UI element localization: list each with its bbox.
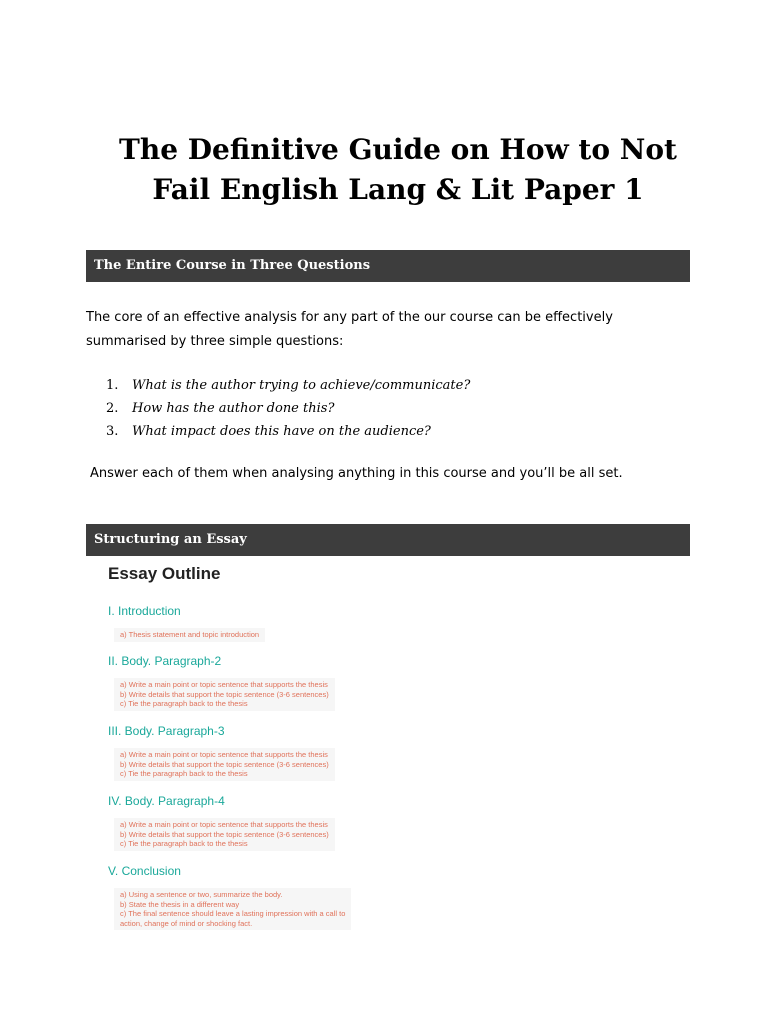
- list-item: [106, 420, 470, 443]
- intro-paragraph: [86, 306, 686, 354]
- intro-line-1: The core of an effective analysis for any part of the our course can be effectively: [86, 310, 613, 325]
- section-header-structuring-essay: Structuring an Essay: [86, 524, 690, 556]
- question-number: 2.: [106, 401, 119, 416]
- outline-items: [114, 678, 335, 711]
- outline-heading: I. Introduction: [108, 604, 181, 618]
- outline-heading: V. Conclusion: [108, 864, 181, 878]
- outline-item: a) Write a main point or topic sentence that supports the thesis: [120, 750, 328, 759]
- title-line-2: Fail English Lang & Lit Paper 1: [152, 173, 644, 206]
- outline-item: a) Using a sentence or two, summarize the body.: [120, 890, 283, 899]
- question-text: What is the author trying to achieve/communicate?: [132, 378, 471, 393]
- outline-heading: IV. Body. Paragraph-4: [108, 794, 225, 808]
- list-item: [106, 397, 470, 420]
- outline-item: b) Write details that support the topic sentence (3-6 sentences): [120, 829, 329, 839]
- outline-item: a) Write a main point or topic sentence that supports the thesis: [120, 820, 328, 829]
- title-line-1: The Definitive Guide on How to Not: [119, 133, 677, 166]
- question-list: [106, 374, 470, 443]
- outline-item: b) Write details that support the topic sentence (3-6 sentences): [120, 689, 329, 699]
- question-number: 1.: [106, 378, 119, 393]
- outline-items: [114, 748, 335, 781]
- list-item: [106, 374, 470, 397]
- section-header-three-questions: The Entire Course in Three Questions: [86, 250, 690, 282]
- outline-items: [114, 628, 265, 642]
- question-text: What impact does this have on the audience?: [132, 424, 431, 439]
- closing-paragraph: Answer each of them when analysing anything in this course and you’ll be all set.: [90, 466, 623, 481]
- outline-heading: III. Body. Paragraph-3: [108, 724, 225, 738]
- outline-item: a) Write a main point or topic sentence that supports the thesis: [120, 680, 328, 689]
- outline-title: Essay Outline: [108, 564, 221, 583]
- essay-outline-image: [96, 560, 416, 950]
- outline-item: a) Thesis statement and topic introduction: [120, 630, 260, 639]
- intro-line-2: summarised by three simple questions:: [86, 334, 344, 349]
- outline-item: c) Tie the paragraph back to the thesis: [120, 699, 248, 708]
- outline-item: c) Tie the paragraph back to the thesis: [120, 839, 248, 848]
- outline-item: action, change of mind or shocking fact.: [120, 918, 253, 928]
- outline-item: c) Tie the paragraph back to the thesis: [120, 769, 248, 778]
- outline-heading: II. Body. Paragraph-2: [108, 654, 222, 668]
- outline-item: b) State the thesis in a different way: [120, 899, 240, 909]
- outline-items: [114, 818, 335, 851]
- outline-item: c) The final sentence should leave a lasting impression with a call to: [120, 909, 346, 918]
- page-title: [0, 130, 768, 210]
- question-text: How has the author done this?: [132, 401, 335, 416]
- question-number: 3.: [106, 424, 119, 439]
- outline-items: [114, 888, 351, 930]
- outline-item: b) Write details that support the topic sentence (3-6 sentences): [120, 759, 329, 769]
